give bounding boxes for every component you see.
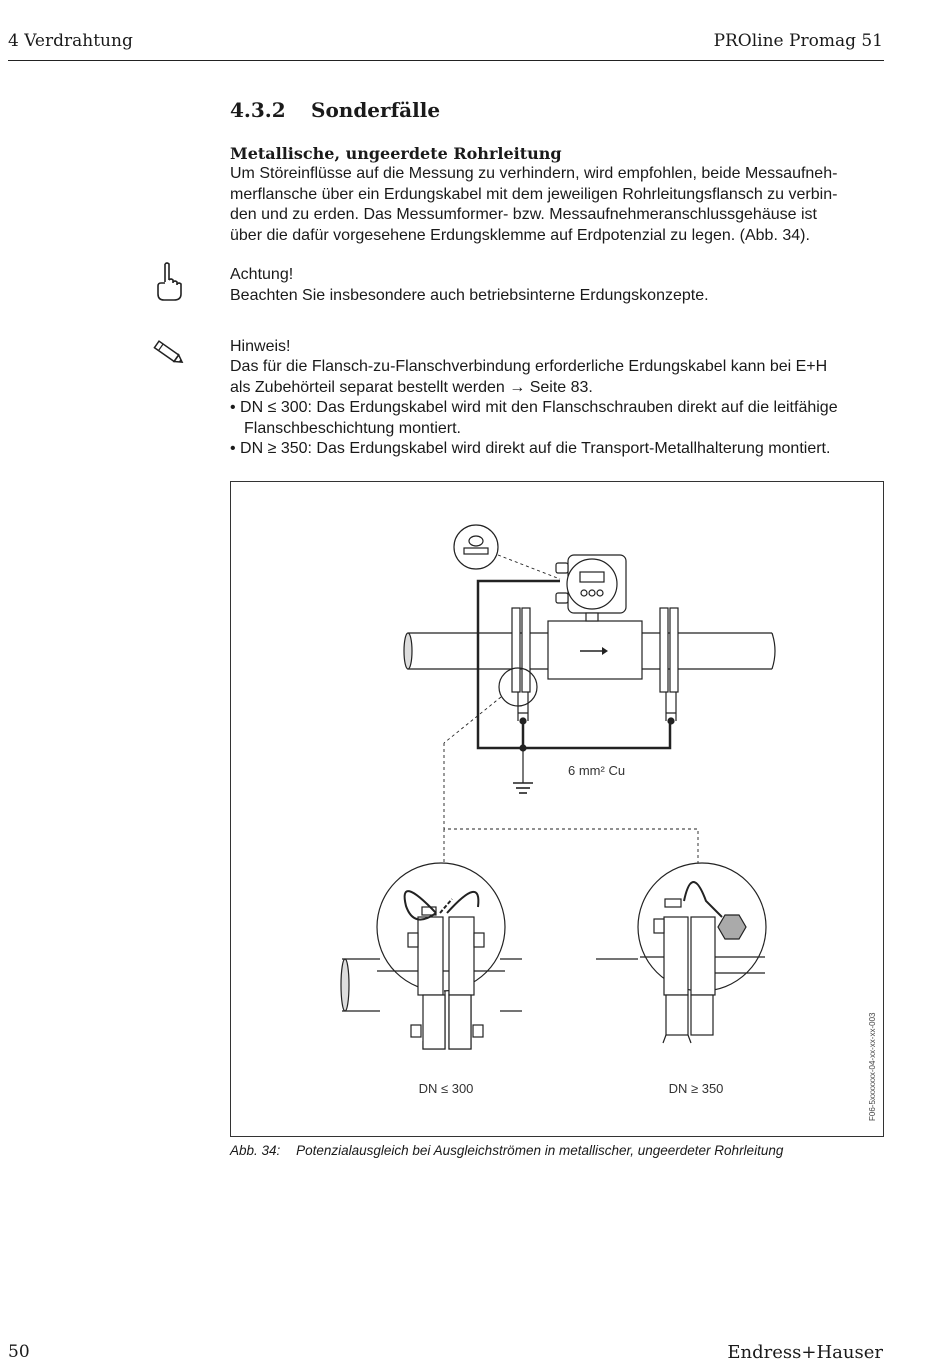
detail-dn300 <box>341 863 522 1049</box>
note-line: Das für die Flansch-zu-Flanschverbindung erforderliche Erdungskabel kann bei E+H <box>230 358 828 375</box>
caption-text: Potenzialausgleich bei Ausgleichströmen in metallischer, ungeerdeter Rohrleitung <box>296 1143 784 1158</box>
running-header-chapter: 4 Verdrahtung <box>8 31 133 51</box>
paragraph-line: Um Störeinflüsse auf die Messung zu verhindern, wird empfohlen, beide Messaufneh- <box>230 165 838 182</box>
paragraph-line: über die dafür vorgesehene Erdungsklemme auf Erdpotenzial zu legen. (Abb. 34). <box>230 226 810 244</box>
label-dn300: DN ≤ 300 <box>418 1081 474 1096</box>
running-header-product: PROline Promag 51 <box>713 31 883 51</box>
detail-dn350 <box>596 863 766 1043</box>
grounding-diagram <box>230 481 884 1137</box>
section-number: 4.3.2 <box>230 98 286 122</box>
caution-text: Beachten Sie insbesondere auch betriebsinterne Erdungskonzepte. <box>230 287 709 304</box>
page-number: 50 <box>8 1342 30 1362</box>
caption-label: Abb. 34: <box>230 1143 281 1158</box>
pencil-icon <box>152 338 186 368</box>
figure-code: F06-5xxxxxxx-04-xx-xx-xx-003 <box>868 1012 877 1121</box>
caution-title: Achtung! <box>230 266 294 283</box>
pointing-hand-icon <box>152 262 184 302</box>
header-rule <box>8 60 884 61</box>
note-bullet: • DN ≤ 300: Das Erdungskabel wird mit den Flanschschrauben direkt auf die leitfähige <box>230 399 838 416</box>
note-bullet-continuation: Flanschbeschichtung montiert. <box>244 420 461 437</box>
note-line: als Zubehörteil separat bestellt werden → Seite 83. <box>230 379 593 396</box>
paragraph-line: den und zu erden. Das Messumformer- bzw. Messaufnehmeranschlussgehäuse ist <box>230 206 817 224</box>
subsection-heading: Metallische, ungeerdete Rohrleitung <box>230 144 562 163</box>
figure-caption <box>230 1143 783 1158</box>
brand-logo: Endress+Hauser <box>727 1342 883 1363</box>
body-paragraph <box>230 164 886 246</box>
section-title: Sonderfälle <box>311 98 441 122</box>
label-dn350: DN ≥ 350 <box>668 1081 724 1096</box>
cable-label: 6 mm² Cu <box>568 763 626 778</box>
note-bullet: • DN ≥ 350: Das Erdungskabel wird direkt auf die Transport-Metallhalterung montiert. <box>230 440 831 457</box>
sensor-body <box>548 621 642 679</box>
note-title: Hinweis! <box>230 338 291 355</box>
terminal-detail <box>454 525 498 569</box>
transmitter-housing <box>556 555 626 621</box>
paragraph-line: merflansche über ein Erdungskabel mit dem jeweiligen Rohrleitungsflansch zu verbin- <box>230 185 838 203</box>
